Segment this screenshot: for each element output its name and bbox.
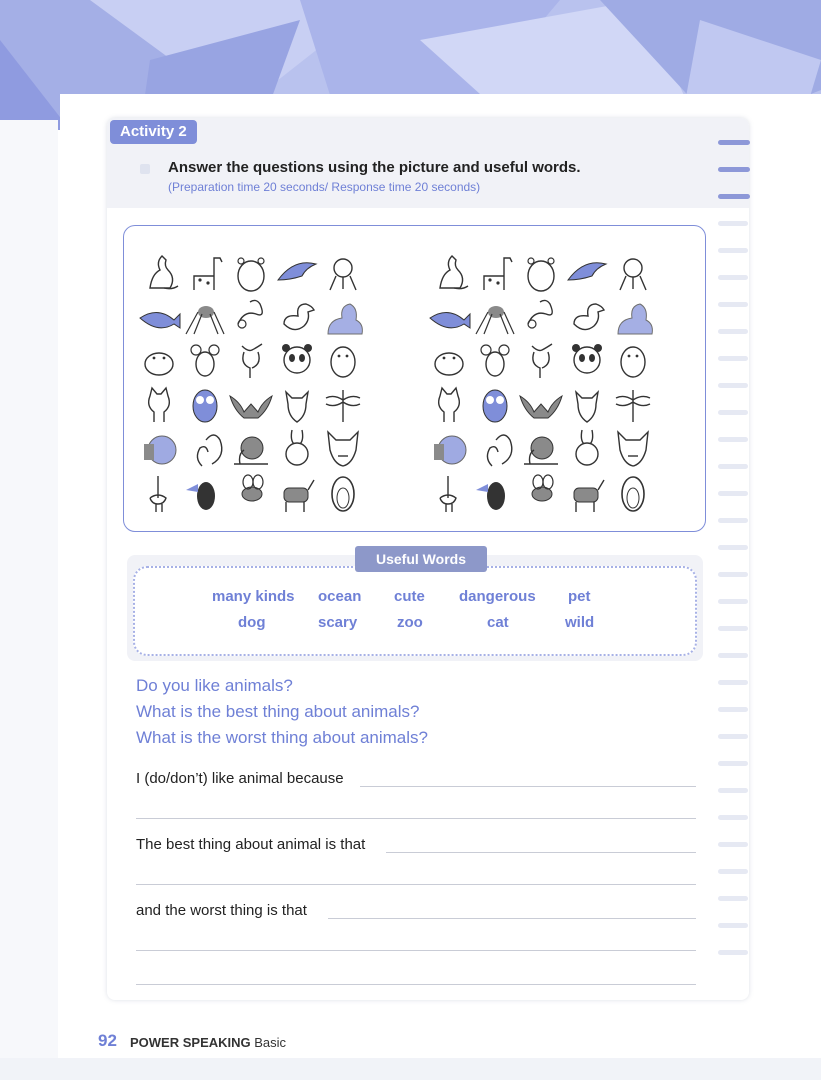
- basset-dog-icon: [610, 294, 656, 338]
- dragonfly-icon: [320, 382, 366, 426]
- donkey-icon: [564, 470, 610, 514]
- spiral-ring: [718, 761, 748, 766]
- hamster-icon: [320, 338, 366, 382]
- writing-line[interactable]: [328, 918, 696, 919]
- ostrich-icon: [426, 470, 472, 514]
- spiral-ring: [718, 626, 748, 631]
- word: scary: [318, 614, 358, 631]
- panda-icon: [274, 338, 320, 382]
- giraffe-icon: [472, 250, 518, 294]
- spiral-ring: [718, 950, 748, 955]
- spiral-ring: [718, 599, 748, 604]
- timing-note: (Preparation time 20 seconds/ Response time 20 seconds): [168, 180, 481, 194]
- duck-icon: [564, 294, 610, 338]
- dolphin-icon: [274, 250, 320, 294]
- dog-icon: [610, 250, 656, 294]
- word: wild: [565, 614, 595, 631]
- side-margin: [0, 120, 58, 1080]
- word: cat: [487, 614, 509, 631]
- book-title-rest: Basic: [254, 1035, 287, 1050]
- bat-icon: [228, 382, 274, 426]
- spiral-ring: [718, 140, 750, 145]
- hippo-icon: [426, 338, 472, 382]
- wolf-icon: [564, 382, 610, 426]
- whale-icon: [136, 294, 182, 338]
- page-number: 92: [98, 1031, 117, 1050]
- spiral-ring: [718, 356, 748, 361]
- spiral-ring: [718, 383, 748, 388]
- squirrel-icon: [182, 426, 228, 470]
- writing-line[interactable]: [136, 984, 696, 985]
- bear-icon: [518, 250, 564, 294]
- useful-words-label: Useful Words: [355, 546, 487, 572]
- mouse-icon: [472, 338, 518, 382]
- spiral-ring: [718, 221, 748, 226]
- owl-icon: [472, 382, 518, 426]
- word: many kinds: [212, 588, 295, 605]
- spiral-ring: [718, 194, 750, 199]
- spiral-ring: [718, 680, 748, 685]
- writing-line[interactable]: [360, 786, 696, 787]
- question: What is the worst thing about animals?: [136, 728, 428, 747]
- spiral-ring: [718, 923, 748, 928]
- book-title-bold: POWER SPEAKING: [130, 1035, 251, 1050]
- animal-grid-right: [426, 250, 656, 514]
- useful-words-box: [133, 566, 697, 656]
- spiral-ring: [718, 275, 748, 280]
- kangaroo-icon: [136, 250, 182, 294]
- spiral-ring: [718, 491, 748, 496]
- word: dangerous: [459, 588, 536, 605]
- wolf-head-icon: [320, 426, 366, 470]
- bullet-icon: [140, 164, 150, 174]
- snail-icon: [228, 426, 274, 470]
- owl-icon: [182, 382, 228, 426]
- animal-grid-left: [136, 250, 366, 514]
- hippo-icon: [136, 338, 182, 382]
- bottom-margin: [0, 1058, 821, 1080]
- panda-icon: [564, 338, 610, 382]
- beaver-icon: [136, 426, 182, 470]
- toucan-icon: [472, 470, 518, 514]
- spiral-ring: [718, 842, 748, 847]
- mouse-icon: [182, 338, 228, 382]
- activity-tag: Activity 2: [110, 120, 197, 144]
- dragonfly-icon: [610, 382, 656, 426]
- spiral-ring: [718, 788, 748, 793]
- goat-icon: [518, 338, 564, 382]
- basset-dog-icon: [320, 294, 366, 338]
- dog-icon: [320, 250, 366, 294]
- donkey-icon: [274, 470, 320, 514]
- writing-line[interactable]: [136, 818, 696, 819]
- spiral-ring: [718, 896, 748, 901]
- writing-line[interactable]: [136, 884, 696, 885]
- spiral-ring: [718, 815, 748, 820]
- writing-line[interactable]: [386, 852, 696, 853]
- kangaroo-icon: [426, 250, 472, 294]
- bee-icon: [518, 470, 564, 514]
- spiral-ring: [718, 410, 748, 415]
- ostrich-icon: [136, 470, 182, 514]
- word: dog: [238, 614, 266, 631]
- penguin-icon: [610, 470, 656, 514]
- spiral-ring: [718, 302, 748, 307]
- rabbit-icon: [564, 426, 610, 470]
- goat-icon: [228, 338, 274, 382]
- squirrel-icon: [472, 426, 518, 470]
- question: Do you like animals?: [136, 676, 293, 695]
- spiral-ring: [718, 572, 748, 577]
- instruction: Answer the questions using the picture and useful words.: [168, 159, 581, 176]
- answer-prompt: The best thing about animal is that: [136, 836, 366, 853]
- bear-icon: [228, 250, 274, 294]
- scorpion-icon: [228, 294, 274, 338]
- spiral-ring: [718, 869, 748, 874]
- word: zoo: [397, 614, 423, 631]
- word: cute: [394, 588, 425, 605]
- bee-icon: [228, 470, 274, 514]
- wolf-head-icon: [610, 426, 656, 470]
- book-title: [130, 1035, 286, 1050]
- spiral-ring: [718, 518, 748, 523]
- dolphin-icon: [564, 250, 610, 294]
- spiral-ring: [718, 545, 748, 550]
- writing-line[interactable]: [136, 950, 696, 951]
- spiral-ring: [718, 167, 750, 172]
- beaver-icon: [426, 426, 472, 470]
- spiral-ring: [718, 248, 748, 253]
- spiral-ring: [718, 734, 748, 739]
- answer-prompt: and the worst thing is that: [136, 902, 307, 919]
- rabbit-icon: [274, 426, 320, 470]
- toucan-icon: [182, 470, 228, 514]
- spiral-ring: [718, 653, 748, 658]
- word: pet: [568, 588, 591, 605]
- answer-prompt: I (do/don’t) like animal because: [136, 770, 344, 787]
- spiral-ring: [718, 437, 748, 442]
- spider-icon: [472, 294, 518, 338]
- bat-icon: [518, 382, 564, 426]
- wolf-icon: [274, 382, 320, 426]
- giraffe-icon: [182, 250, 228, 294]
- hamster-icon: [610, 338, 656, 382]
- question: What is the best thing about animals?: [136, 702, 420, 721]
- spiral-ring: [718, 464, 748, 469]
- spider-icon: [182, 294, 228, 338]
- scorpion-icon: [518, 294, 564, 338]
- penguin-icon: [320, 470, 366, 514]
- snail-icon: [518, 426, 564, 470]
- cat-icon: [136, 382, 182, 426]
- cat-icon: [426, 382, 472, 426]
- spiral-ring: [718, 707, 748, 712]
- spiral-ring: [718, 329, 748, 334]
- duck-icon: [274, 294, 320, 338]
- whale-icon: [426, 294, 472, 338]
- word: ocean: [318, 588, 362, 605]
